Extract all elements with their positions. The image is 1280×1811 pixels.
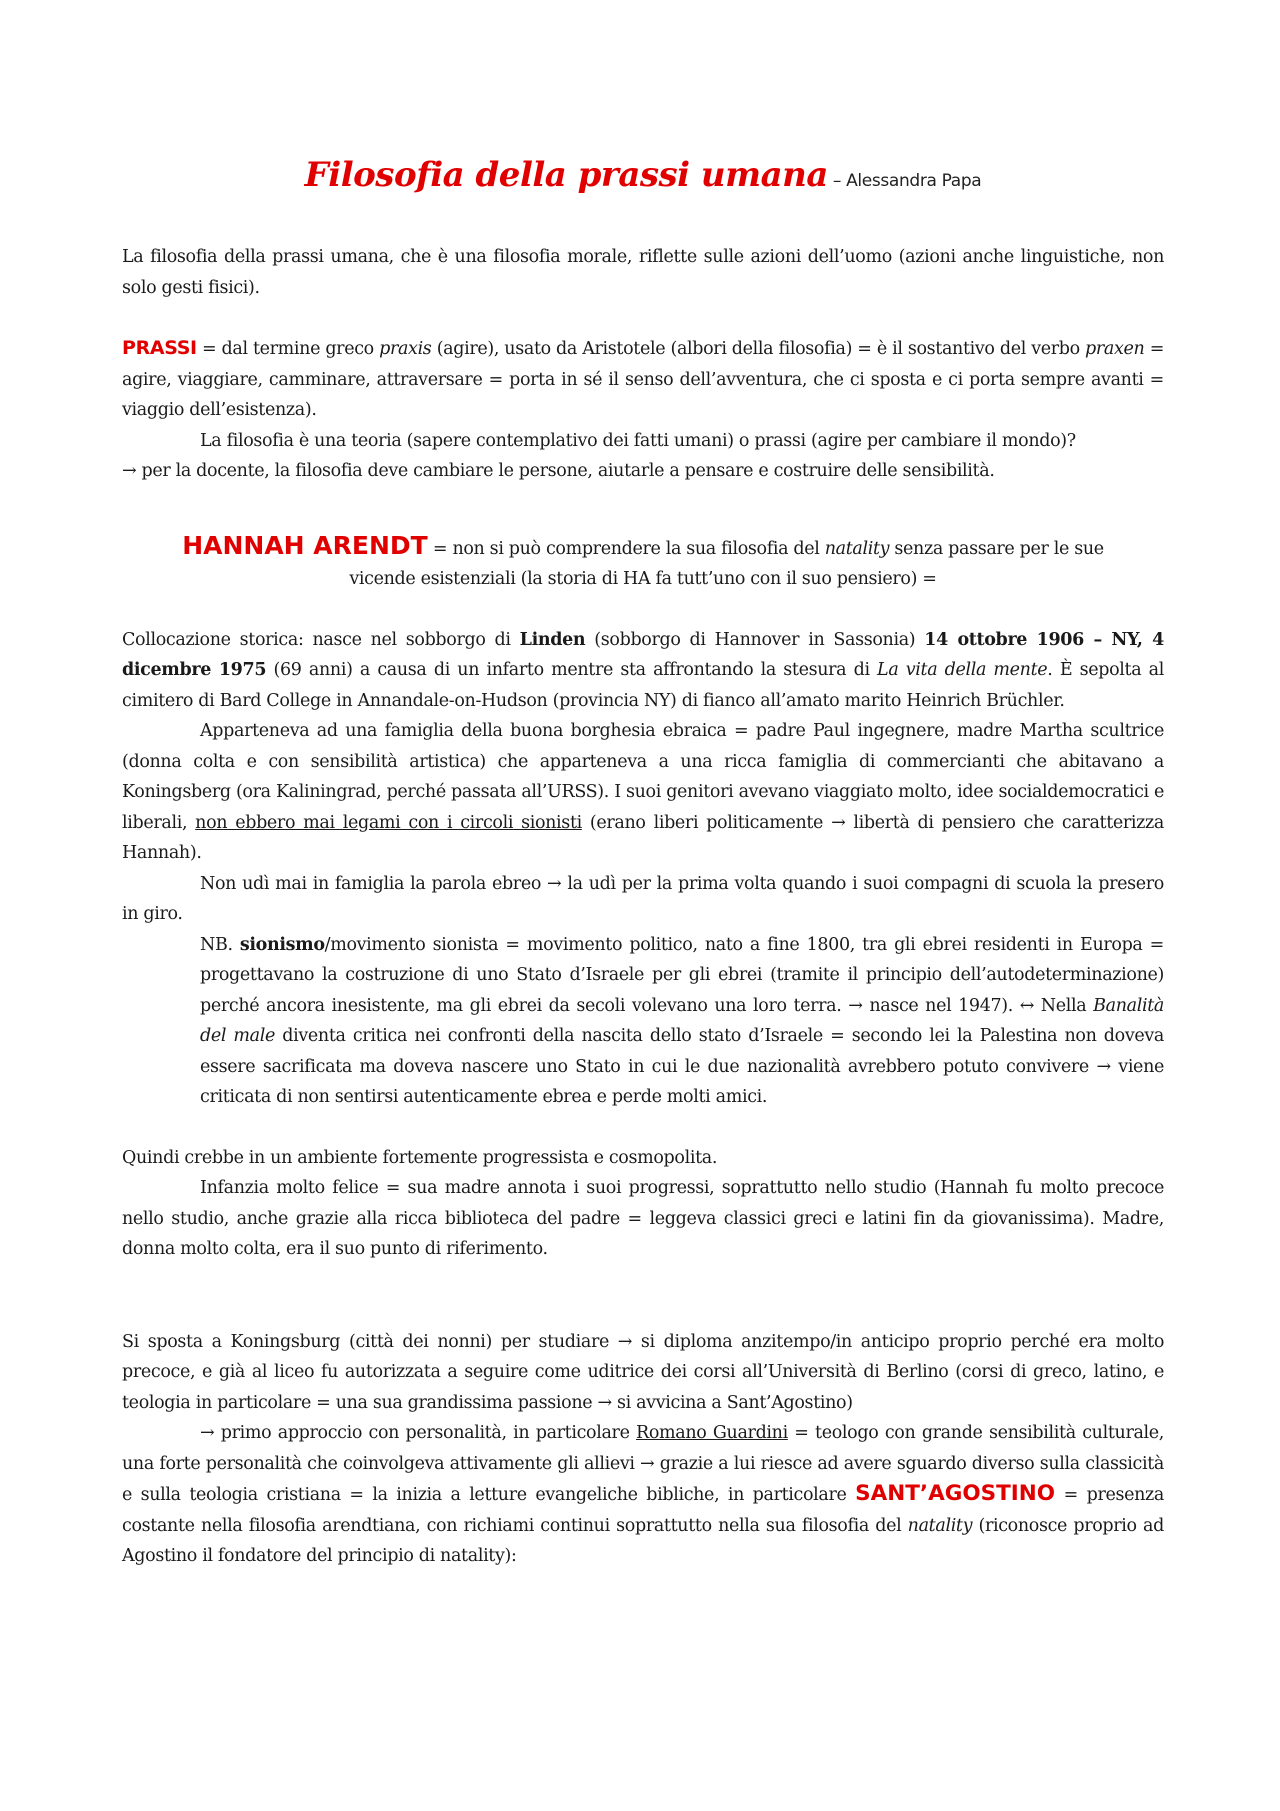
guardini-paragraph <box>122 1418 1164 1572</box>
nb-text-2: /movimento sionista = movimento politico, nato a fine 1800, tra gli ebrei residenti in Europa = progettavano la costruzione di uno Stato d’Israele per gli ebrei (tramite il principio dell’autodeterminazione) perché ancora inesistente, ma gli ebrei da secoli volevano una loro terra. → nasce nel 1947). ↔ Nella <box>200 934 1164 1016</box>
prassi-paragraph <box>122 333 1164 426</box>
bio-paragraph <box>122 625 1164 717</box>
prassi-text-1: = dal termine greco <box>196 339 380 359</box>
banalita-title: Banalità del male <box>200 995 1164 1046</box>
nb-text-1: NB. <box>200 934 240 955</box>
natality-term: natality <box>824 538 890 559</box>
prassi-docente: → per la docente, la filosofia deve cambiare le persone, aiutarle a pensare e costruire delle sensibilità. <box>122 461 995 481</box>
arendt-text-1: = non si può comprendere la sua filosofia del <box>427 538 825 559</box>
family-underlined: non ebbero mai legami con i circoli sionisti <box>195 812 582 833</box>
praxis-term: praxis <box>379 339 432 359</box>
infanzia-paragraph: Infanzia molto felice = sua madre annota i suoi progressi, soprattutto nello studio (Hannah fu molto precoce nello studio, anche grazie alla ricca biblioteca del padre = leggeva classici greci e latini fin da giovanissima). Madre, donna molto colta, era il suo punto di riferimento. <box>122 1178 1164 1259</box>
sionismo-term: sionismo <box>239 934 325 955</box>
guardini-name: Romano Guardini <box>636 1423 788 1443</box>
quindi-paragraph: Quindi crebbe in un ambiente fortemente progressista e cosmopolita. <box>122 1147 718 1168</box>
document-title: Filosofia della prassi umana <box>304 155 828 195</box>
prassi-text-2: (agire), usato da Aristotele (albori della filosofia) = è il sostantivo del verbo <box>431 339 1086 359</box>
ebreo-paragraph: Non udì mai in famiglia la parola ebreo → la udì per la prima volta quando i suoi compagni di scuola la presero in giro. <box>122 873 1164 924</box>
nb-text-3: diventa critica nei confronti della nascita dello stato d’Israele = secondo lei la Palestina non doveva essere sacrificata ma doveva nascere uno Stato in cui le due nazionalità avrebbero potuto convivere → viene criticata di non sentirsi autenticamente ebrea e perde molti amici. <box>200 1026 1164 1107</box>
praxen-term: praxen <box>1085 339 1145 359</box>
prassi-question: La filosofia è una teoria (sapere contemplativo dei fatti umani) o prassi (agire per cambiare il mondo)? <box>200 430 1076 451</box>
arendt-keyword: HANNAH ARENDT <box>182 530 428 560</box>
natality-term-2: natality <box>907 1515 973 1536</box>
bio-text-3: (69 anni) a causa di un infarto mentre sta affrontando la stesura di <box>266 660 878 680</box>
linden-term: Linden <box>519 629 586 650</box>
title-separator: – <box>827 171 847 191</box>
bio-dates: 14 ottobre 1906 – NY, 4 dicembre 1975 <box>122 629 1165 680</box>
family-text-1: Apparteneva ad una famiglia della buona borghesia ebraica = padre Paul ingegnere, madre Martha scultrice (donna colta e con sensibilità artistica) che apparteneva a una ricca famiglia di commercianti che abitavano a Koningsberg (ora Kaliningrad, perché passata all’URSS). I suoi genitori avevano viaggiato molto, idee socialdemocratici e liberali, <box>122 721 1164 833</box>
title-line <box>122 152 1164 204</box>
arendt-heading-paragraph <box>122 531 1164 595</box>
nb-note <box>200 930 1164 1113</box>
agostino-keyword: SANT’AGOSTINO <box>855 1481 1056 1506</box>
bio-text-1: Collocazione storica: nasce nel sobborgo di <box>122 629 520 650</box>
guardini-text-4: (riconosce proprio ad Agostino il fondatore del principio di natality): <box>122 1515 1164 1566</box>
book-title: La vita della mente <box>877 660 1048 680</box>
prassi-keyword: PRASSI <box>122 337 197 359</box>
prassi-text-3: = agire, viaggiare, camminare, attraversare = porta in sé il senso dell’avventura, che ci sposta e ci porta sempre avanti = viaggio dell’esistenza). <box>122 339 1165 420</box>
guardini-text-3: = presenza costante nella filosofia arendtiana, con richiami continui soprattutto nella sua filosofia del <box>122 1485 1164 1536</box>
document-author: Alessandra Papa <box>846 171 982 191</box>
bio-text-2: (sobborgo di Hannover in Sassonia) <box>585 629 925 650</box>
bio-text-4: . È sepolta al cimitero di Bard College in Annandale-on-Hudson (provincia NY) di fianco all’amato marito Heinrich Brüchler. <box>122 660 1164 711</box>
family-paragraph <box>122 716 1164 869</box>
family-text-2: (erano liberi politicamente → libertà di pensiero che caratterizza Hannah). <box>122 812 1164 863</box>
guardini-text-1: → primo approccio con personalità, in particolare <box>200 1423 637 1443</box>
sposta-paragraph: Si sposta a Koningsburg (città dei nonni) per studiare → si diploma anzitempo/in anticipo proprio perché era molto precoce, e già al liceo fu autorizzata a seguire come uditrice dei corsi all’Università di Berlino (corsi di greco, latino, e teologia in particolare = una sua grandissima passione → si avvicina a Sant’Agostino) <box>122 1331 1164 1413</box>
arendt-text-2: senza passare per le sue vicende esistenziali (la storia di HA fa tutt’uno con il suo pensiero) = <box>349 538 1104 589</box>
document-body <box>122 152 1164 1572</box>
guardini-text-2: = teologo con grande sensibilità culturale, una forte personalità che coinvolgeva attivamente gli allievi → grazie a lui riesce ad avere sguardo diverso sulla classicità e sulla teologia cristiana = la inizia a letture evangeliche bibliche, in particolare <box>122 1423 1165 1505</box>
intro-paragraph: La filosofia della prassi umana, che è una filosofia morale, riflette sulle azioni dell’uomo (azioni anche linguistiche, non solo gesti fisici). <box>122 247 1164 298</box>
